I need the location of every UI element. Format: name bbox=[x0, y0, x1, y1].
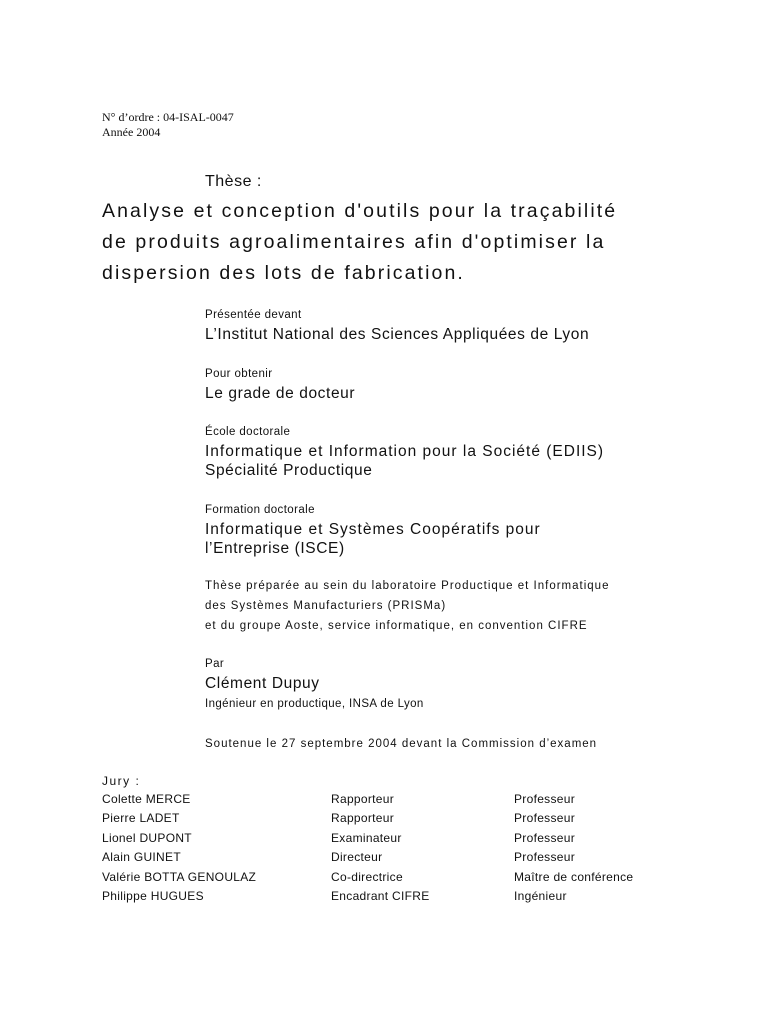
thesis-title-line: dispersion des lots de fabrication. bbox=[102, 262, 465, 284]
defense-block bbox=[205, 734, 597, 754]
jury-member-name: Pierre LADET bbox=[102, 811, 180, 826]
doctoral-training-line: Informatique et Systèmes Coopératifs pour bbox=[205, 521, 541, 538]
jury-row bbox=[102, 830, 576, 850]
lab-line: des Systèmes Manufacturiers (PRISMa) bbox=[205, 600, 447, 612]
header-meta bbox=[102, 110, 234, 140]
lab-block bbox=[205, 576, 609, 636]
thesis-label: Thèse : bbox=[205, 173, 262, 190]
author-description: Ingénieur en productique, INSA de Lyon bbox=[205, 698, 424, 710]
jury-member-name: Colette MERCE bbox=[102, 792, 191, 806]
presented-label: Présentée devant bbox=[205, 309, 302, 321]
obtain-block bbox=[205, 367, 355, 403]
speciality: Spécialité Productique bbox=[205, 462, 373, 479]
jury-member-role: Directeur bbox=[331, 850, 383, 865]
jury-row bbox=[102, 850, 576, 869]
order-number: N° d’ordre : 04-ISAL-0047 bbox=[102, 110, 234, 124]
jury-member-title: Professeur bbox=[514, 811, 576, 826]
jury-row bbox=[102, 869, 634, 889]
lab-line: et du groupe Aoste, service informatique, en convention CIFRE bbox=[205, 620, 588, 632]
jury-member-name: Lionel DUPONT bbox=[102, 830, 192, 845]
jury-member-name: Valérie BOTTA GENOULAZ bbox=[102, 869, 257, 884]
doctoral-school-label: École doctorale bbox=[205, 426, 291, 438]
jury-member-name: Alain GUINET bbox=[102, 850, 181, 865]
thesis-title bbox=[102, 196, 702, 289]
doctoral-training-label: Formation doctorale bbox=[205, 504, 315, 516]
author-name: Clément Dupuy bbox=[205, 675, 320, 692]
degree: Le grade de docteur bbox=[205, 385, 356, 402]
jury-member-title: Professeur bbox=[514, 850, 576, 865]
doctoral-school-block bbox=[205, 425, 604, 480]
jury-member-name: Philippe HUGUES bbox=[102, 888, 204, 903]
doctoral-school: Informatique et Information pour la Société (EDIIS) bbox=[205, 443, 605, 460]
institution: L’Institut National des Sciences Appliquées de Lyon bbox=[205, 326, 590, 343]
jury-row bbox=[102, 888, 567, 908]
author-block bbox=[205, 657, 424, 712]
jury-member-title: Ingénieur bbox=[514, 888, 567, 903]
jury-member-title: Maître de conférence bbox=[514, 869, 634, 884]
jury-member-title: Professeur bbox=[514, 792, 576, 806]
obtain-label: Pour obtenir bbox=[205, 368, 273, 380]
jury-row bbox=[102, 792, 576, 811]
lab-line: Thèse préparée au sein du laboratoire Productique et Informatique bbox=[205, 580, 610, 592]
jury-section bbox=[102, 772, 634, 908]
jury-row bbox=[102, 811, 576, 830]
year: Année 2004 bbox=[102, 125, 161, 139]
doctoral-training-line: l’Entreprise (ISCE) bbox=[205, 540, 345, 557]
jury-member-role: Examinateur bbox=[331, 830, 402, 845]
jury-member-role: Co-directrice bbox=[331, 869, 403, 884]
jury-title: Jury : bbox=[102, 774, 141, 788]
thesis-title-line: de produits agroalimentaires afin d'optimiser la bbox=[102, 231, 606, 253]
presented-block bbox=[205, 308, 589, 344]
jury-member-role: Encadrant CIFRE bbox=[331, 888, 430, 903]
doctoral-training-block bbox=[205, 503, 541, 558]
defense-text: Soutenue le 27 septembre 2004 devant la Commission d’examen bbox=[205, 738, 598, 750]
jury-member-role: Rapporteur bbox=[331, 792, 395, 806]
jury-member-role: Rapporteur bbox=[331, 811, 395, 826]
author-label: Par bbox=[205, 658, 225, 670]
jury-member-title: Professeur bbox=[514, 830, 576, 845]
thesis-title-line: Analyse et conception d'outils pour la traçabilité bbox=[102, 200, 618, 222]
